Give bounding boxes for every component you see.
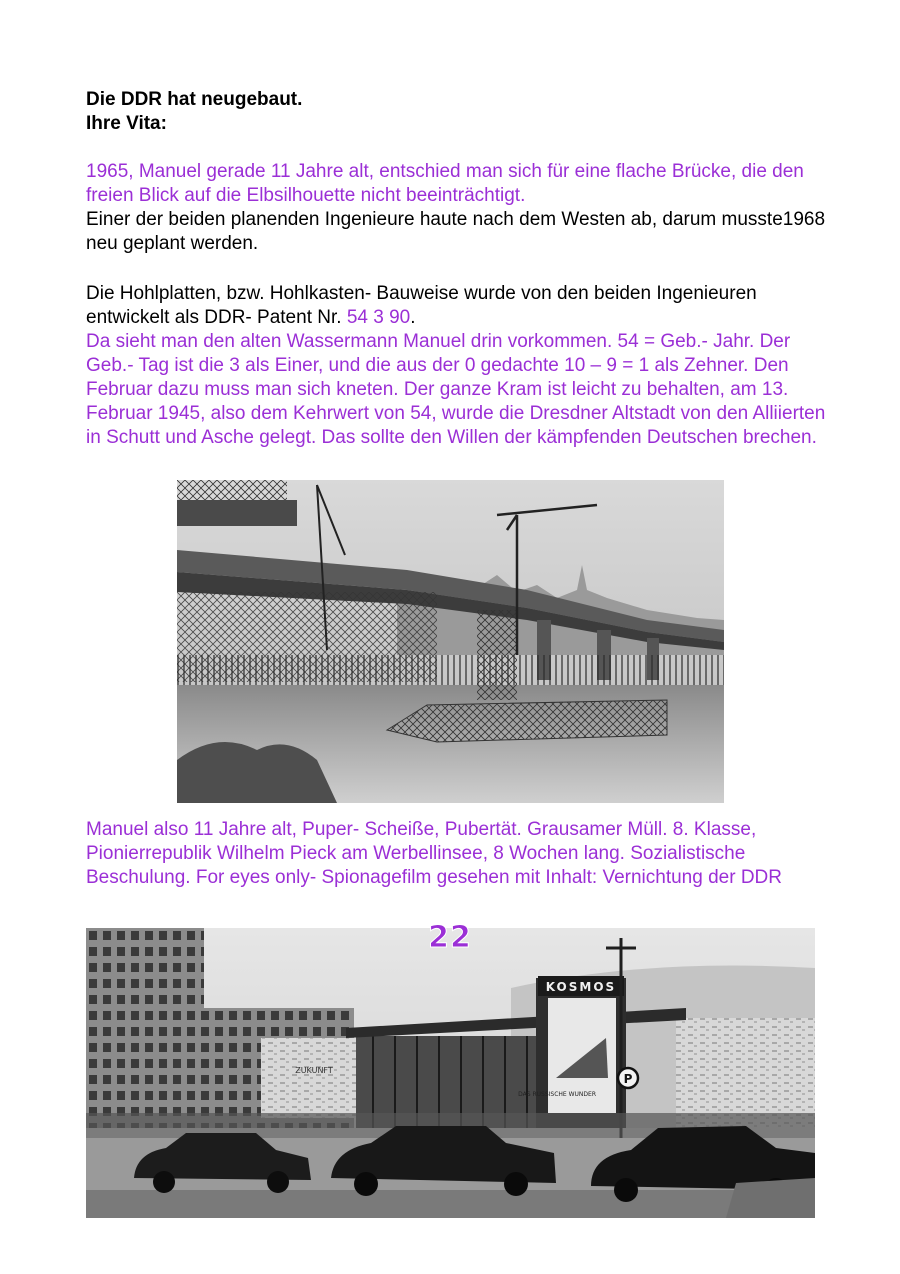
kosmos-sign: KOSMOS bbox=[545, 980, 617, 994]
poster-text: DAS RUSSISCHE WUNDER bbox=[518, 1091, 596, 1098]
paragraph-2-purple: Da sieht man den alten Wassermann Manuel drin vorkommen. 54 = Geb.- Jahr. Der Geb.- Tag ist die 3 als Einer, und die aus der 0 gedachte 10 – 9 = 1 als Zehner. Den Februar dazu muss man sich kneten. Der ganze Kram ist leicht zu behalten, am 13. Februar 1945, also dem Kehrwert von 54, wurde die Dresdner Altstadt von den Alliierten in Schutt und Asche gelegt. Das sollte den Willen der kämpfenden Deutschen brechen. bbox=[86, 331, 826, 448]
side-sign: ZUKUNFT bbox=[295, 1066, 333, 1075]
heading-line-2: Ihre Vita: bbox=[86, 113, 167, 134]
paragraph-1 bbox=[86, 160, 826, 256]
paragraph-1-black: Einer der beiden planenden Ingenieure haute nach dem Westen ab, darum musste1968 neu geplant werden. bbox=[86, 209, 826, 254]
heading-line-1: Die DDR hat neugebaut. bbox=[86, 89, 303, 110]
paragraph-2-intro bbox=[86, 282, 826, 330]
page-number: 22 bbox=[428, 920, 472, 955]
patent-period: . bbox=[410, 307, 416, 328]
kosmos-cinema-photo bbox=[86, 928, 815, 1218]
bridge-construction-photo bbox=[177, 480, 724, 803]
paragraph-3: Manuel also 11 Jahre alt, Puper- Scheiße, Pubertät. Grausamer Müll. 8. Klasse, Pionierrepublik Wilhelm Pieck am Werbellinsee, 8 Wochen lang. Sozialistische Beschulung. For eyes only- Spionagefilm gesehen mit Inhalt: Vernichtung der DDR bbox=[86, 819, 782, 888]
bridge-construction-illustration bbox=[177, 480, 724, 803]
kosmos-cinema-illustration bbox=[86, 928, 815, 1218]
paragraph-2 bbox=[86, 282, 826, 450]
page-heading bbox=[86, 88, 826, 136]
parking-sign: P bbox=[623, 1072, 633, 1086]
patent-number: 54 3 90 bbox=[346, 307, 411, 328]
patent-intro-text: Die Hohlplatten, bzw. Hohlkasten- Bauweise wurde von den beiden Ingenieuren entwickelt als DDR- Patent Nr. bbox=[86, 283, 757, 328]
paragraph-1-purple: 1965, Manuel gerade 11 Jahre alt, entschied man sich für eine flache Brücke, die den freien Blick auf die Elbsilhouette nicht beeinträchtigt. bbox=[86, 161, 804, 206]
